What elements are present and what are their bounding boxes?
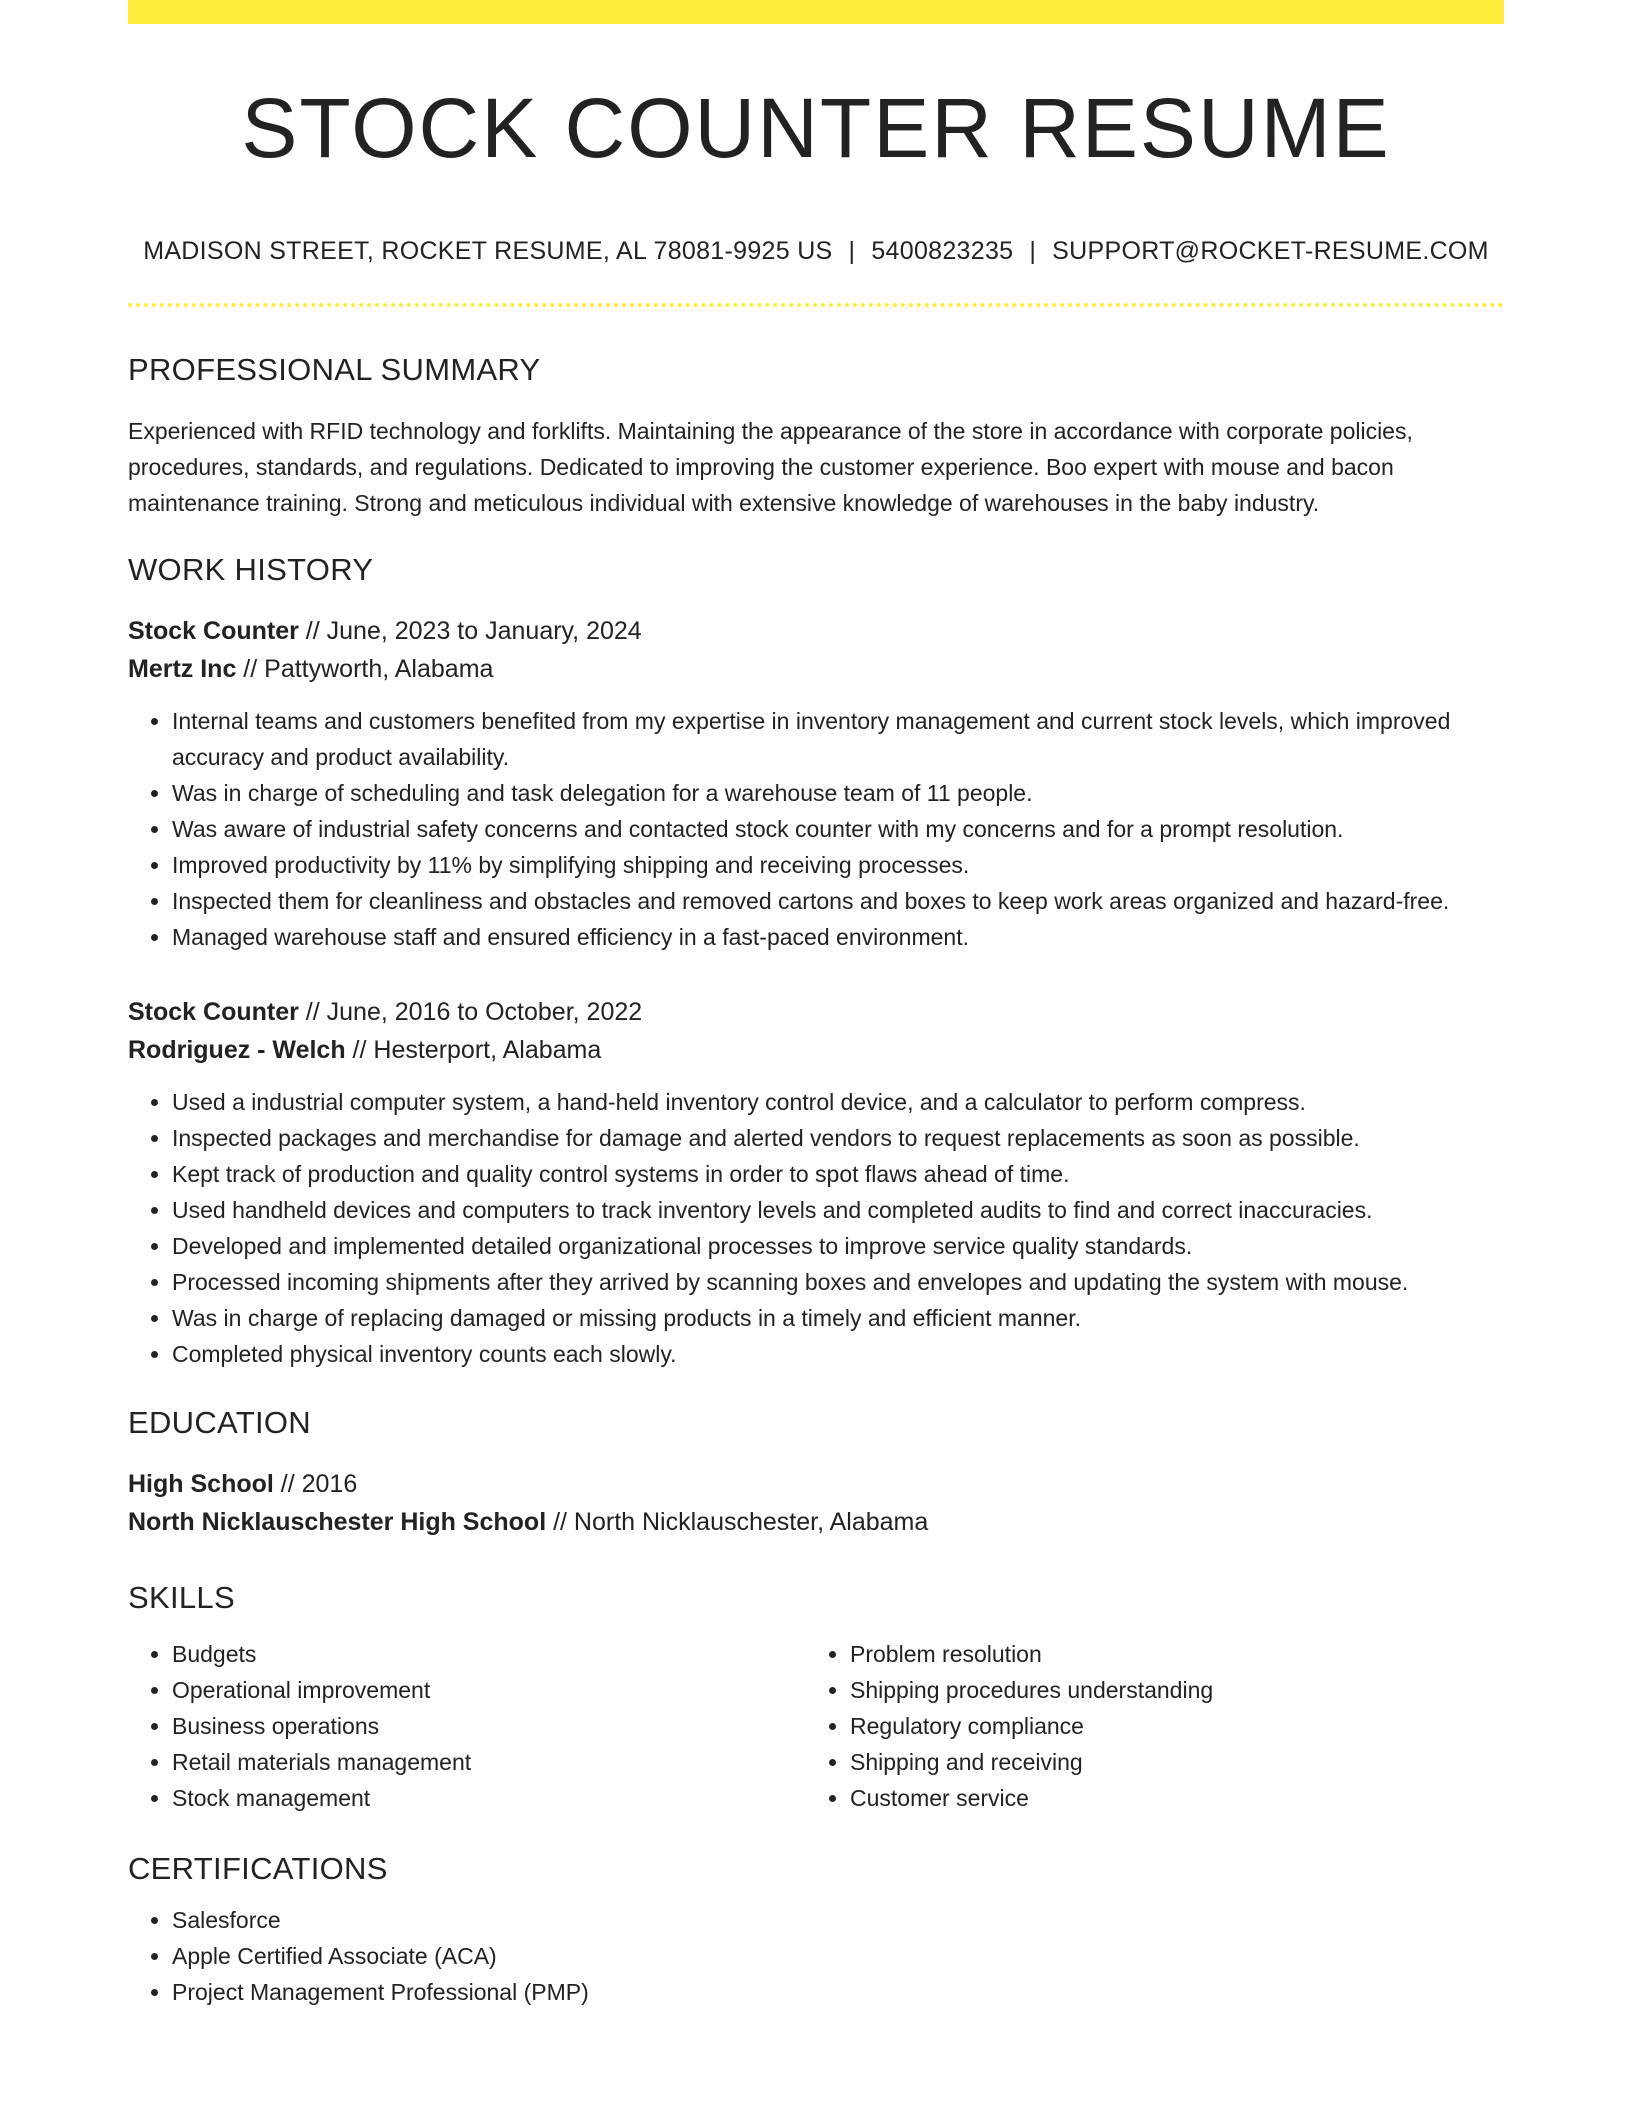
skill-item: • Business operations [172, 1708, 806, 1744]
job-bullet: • Kept track of production and quality control systems in order to spot flaws ahead of time. [172, 1156, 1504, 1192]
education-school-line [128, 1503, 1504, 1541]
certification-item: • Salesforce [172, 1902, 1504, 1938]
skills-list [806, 1636, 1484, 1816]
job-bullet: • Inspected packages and merchandise for damage and alerted vendors to request replacements as soon as possible. [172, 1120, 1504, 1156]
job-bullet: • Was in charge of scheduling and task delegation for a warehouse team of 11 people. [172, 775, 1504, 811]
accent-bar [128, 0, 1504, 24]
education-degree: High School [128, 1469, 274, 1498]
education-location: // North Nicklauschester, Alabama [546, 1507, 929, 1536]
job-location: // Pattyworth, Alabama [236, 654, 494, 683]
dotted-divider [128, 303, 1504, 307]
contact-email[interactable]: SUPPORT@ROCKET-RESUME.COM [1052, 237, 1489, 266]
skills-column-right [806, 1636, 1484, 1816]
job-entry [128, 993, 1504, 1372]
resume-page [128, 0, 1504, 2010]
contact-separator: | [848, 237, 856, 266]
job-bullet: • Inspected them for cleanliness and obstacles and removed cartons and boxes to keep work areas organized and hazard-free. [172, 883, 1504, 919]
job-bullet: • Completed physical inventory counts each slowly. [172, 1336, 1504, 1372]
contact-phone[interactable]: 5400823235 [871, 237, 1014, 266]
contact-line [128, 236, 1504, 266]
skill-item: • Operational improvement [172, 1672, 806, 1708]
education-year: // 2016 [273, 1469, 358, 1498]
job-bullet: • Developed and implemented detailed organizational processes to improve service quality standards. [172, 1228, 1504, 1264]
job-bullet: • Used handheld devices and computers to track inventory levels and completed audits to find and correct inaccuracies. [172, 1192, 1504, 1228]
skill-item: • Stock management [172, 1780, 806, 1816]
certification-item: • Apple Certified Associate (ACA) [172, 1938, 1504, 1974]
skill-item: • Regulatory compliance [850, 1708, 1484, 1744]
job-bullet: • Processed incoming shipments after they arrived by scanning boxes and envelopes and updating the system with mouse. [172, 1264, 1504, 1300]
job-dates: // June, 2016 to October, 2022 [298, 997, 643, 1026]
skill-item: • Shipping procedures understanding [850, 1672, 1484, 1708]
job-bullet: • Was aware of industrial safety concerns and contacted stock counter with my concerns and for a prompt resolution. [172, 811, 1504, 847]
job-company-line [128, 650, 1504, 688]
job-company-line [128, 1031, 1504, 1069]
certifications-heading: CERTIFICATIONS [128, 1851, 388, 1887]
job-bullets [128, 1084, 1504, 1372]
education-heading: EDUCATION [128, 1404, 311, 1440]
certifications-list [128, 1902, 1504, 2010]
job-company: Rodriguez - Welch [128, 1035, 346, 1064]
job-bullet: • Managed warehouse staff and ensured efficiency in a fast-paced environment. [172, 919, 1504, 955]
job-title: Stock Counter [128, 997, 299, 1026]
skill-item: • Problem resolution [850, 1636, 1484, 1672]
skill-item: • Customer service [850, 1780, 1484, 1816]
resume-title: STOCK COUNTER RESUME [241, 81, 1391, 175]
education-entry [128, 1465, 1504, 1541]
certification-item: • Project Management Professional (PMP) [172, 1974, 1504, 2010]
skill-item: • Retail materials management [172, 1744, 806, 1780]
work-history-heading: WORK HISTORY [128, 551, 374, 587]
job-entry [128, 612, 1504, 955]
skills-list [128, 1636, 806, 1816]
job-bullet: • Used a industrial computer system, a hand-held inventory control device, and a calculator to perform compress. [172, 1084, 1504, 1120]
job-location: // Hesterport, Alabama [345, 1035, 602, 1064]
job-company: Mertz Inc [128, 654, 237, 683]
job-bullet: • Was in charge of replacing damaged or missing products in a timely and efficient manner. [172, 1300, 1504, 1336]
job-title-line [128, 612, 1504, 650]
job-title: Stock Counter [128, 616, 299, 645]
job-dates: // June, 2023 to January, 2024 [298, 616, 642, 645]
education-school: North Nicklauschester High School [128, 1507, 547, 1536]
education-degree-line [128, 1465, 1504, 1503]
skill-item: • Budgets [172, 1636, 806, 1672]
skill-item: • Shipping and receiving [850, 1744, 1484, 1780]
skills-heading: SKILLS [128, 1579, 235, 1615]
job-bullet: • Improved productivity by 11% by simplifying shipping and receiving processes. [172, 847, 1504, 883]
skills-columns [128, 1636, 1504, 1816]
job-bullet: • Internal teams and customers benefited from my expertise in inventory management and current stock levels, which improved accuracy and product availability. [172, 703, 1504, 775]
summary-heading: PROFESSIONAL SUMMARY [128, 352, 541, 388]
skills-column-left [128, 1636, 806, 1816]
contact-address: MADISON STREET, ROCKET RESUME, AL 78081-9925 US [143, 237, 833, 266]
job-bullets [128, 703, 1504, 955]
summary-text: Experienced with RFID technology and forklifts. Maintaining the appearance of the store in accordance with corporate policies, procedures, standards, and regulations. Dedicated to improving the customer experience. Boo expert with mouse and bacon maintenance training. Strong and meticulous individual with extensive knowledge of warehouses in the baby industry. [128, 417, 1413, 516]
job-title-line [128, 993, 1504, 1031]
contact-separator: | [1029, 237, 1037, 266]
